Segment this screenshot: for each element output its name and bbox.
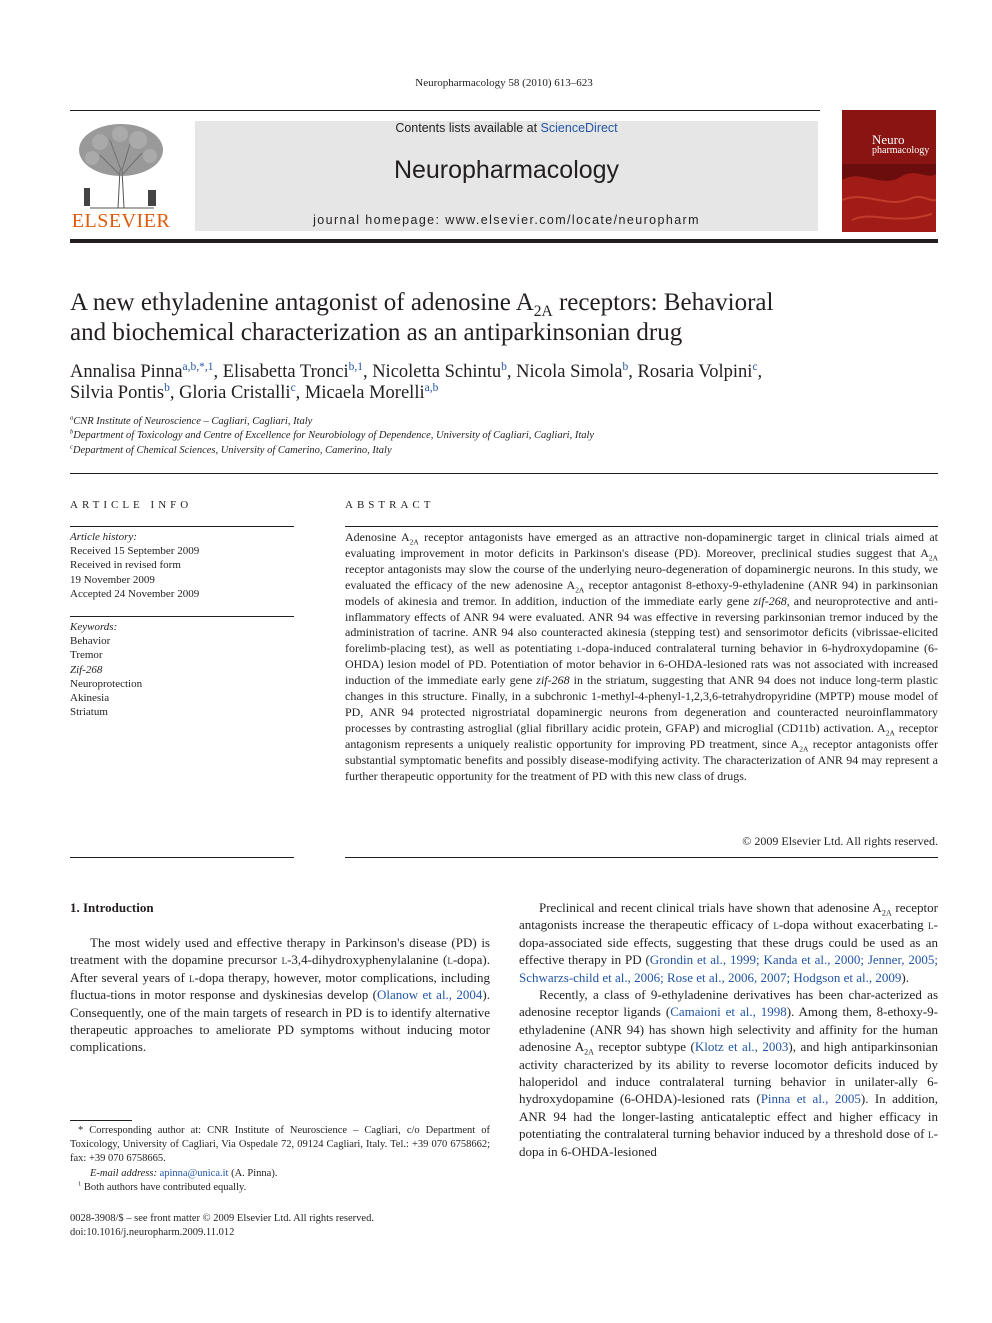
elsevier-logo[interactable]: [70, 120, 172, 232]
keywords: Keywords: Behavior Tremor Zif-268 Neuroprotection Akinesia Striatum: [70, 620, 294, 719]
citation-link[interactable]: Olanow et al., 2004: [376, 987, 483, 1003]
running-head: Neuropharmacology 58 (2010) 613–623: [415, 77, 593, 89]
author[interactable]: Elisabetta Tronci$^{b,1}$: [222, 360, 363, 382]
author-list: Annalisa Pinna$^{a,b,*,1}$, Elisabetta Tronci$^{b,1}$, Nicoletta Schintu$^b$, Nicola Simola$^b$, Rosaria Volpini$^c$, Silvia Pontis$^b$, Gloria Cristalli$^c$, Micaela Morelli$^{a,b}$: [70, 360, 763, 403]
author[interactable]: Micaela Morelli$^{a,b}$: [304, 381, 439, 403]
author[interactable]: Nicoletta Schintu$^b$: [372, 360, 507, 382]
author[interactable]: Gloria Cristalli$^c$: [179, 381, 296, 403]
intro-right-column: Preclinical and recent clinical trials have shown that adenosine $A_{2A}$ receptor antagonists increase the therapeutic efficacy of l-dopa without exacerbating l-dopa-associated side effects, suggesting that these drugs could be used as an effective therapy in PD (Grondin et al., 1999; Kanda et al., 2000; Jenner, 2005; Schwarzs-child et al., 2006; Rose et al., 2006, 2007; Hodgson et al., 2009). Recently, a class of 9-ethyladenine derivatives has been char-acterized as adenosine receptor ligands (Camaioni et al., 1998). Among them, 8-ethoxy-9-ethyladenine (ANR 94) has shown high selectivity and affinity for the human adenosine $A_{2A}$ receptor subtype (Klotz et al., 2003), and high antiparkinsonian activity characterized by its ability to reverse locomotor deficits induced by haloperidol and induce contralateral turning behavior in unilater-ally 6-hydroxydopamine (6-OHDA)-lesioned rats (Pinna et al., 2005). In addition, ANR 94 had the longer-lasting anticataleptic effect and higher efficacy in potentiating the contralateral turning behavior induced by a threshold dose of l-dopa in 6-OHDA-lesioned: [519, 900, 938, 1159]
author[interactable]: Annalisa Pinna$^{a,b,*,1}$: [70, 360, 214, 382]
contents-available: Contents lists available at ScienceDirect: [395, 121, 618, 135]
affiliations-rule: [70, 473, 938, 474]
issn-line: 0028-3908/$ – see front matter © 2009 Elsevier Ltd. All rights reserved.: [70, 1213, 374, 1224]
article-history: Article history: Received 15 September 2009 Received in revised form 19 November 2009 Accepted 24 November 2009: [70, 531, 200, 600]
abstract-rule: [345, 526, 938, 527]
keyword: Neuroprotection: [70, 677, 143, 690]
doi-line[interactable]: doi:10.1016/j.neuropharm.2009.11.012: [70, 1227, 235, 1238]
citation-link[interactable]: Grondin et al., 1999; Kanda et al., 2000; Jenner, 2005; Schwarzs-child et al., 2006; Rose et al., 2006, 2007; Hodgson et al., 2009: [519, 952, 938, 985]
copyright-notice: © 2009 Elsevier Ltd. All rights reserved.: [742, 834, 938, 848]
affiliation: $^b$Department of Toxicology and Centre of Excellence for Neurobiology of Dependence, University of Cagliari, Cagliari, Italy: [70, 428, 595, 441]
journal-title: Neuropharmacology: [393, 156, 620, 184]
abstract-heading: ABSTRACT: [345, 499, 435, 511]
author[interactable]: Nicola Simola$^b$: [516, 360, 629, 382]
keyword: Tremor: [70, 649, 103, 662]
keyword: Zif-268: [70, 663, 103, 676]
header-thick-rule: [70, 239, 938, 243]
author[interactable]: Silvia Pontis$^b$: [70, 381, 170, 403]
cover-title-2: pharmacology: [872, 145, 930, 156]
author[interactable]: Rosaria Volpini$^c$: [637, 360, 758, 382]
article-info-rule: [70, 526, 294, 527]
citation-link[interactable]: Camaioni et al., 1998: [670, 1004, 787, 1020]
keyword: Striatum: [70, 706, 108, 719]
section-heading: 1. Introduction: [70, 900, 154, 915]
publisher-name: ELSEVIER: [71, 210, 171, 232]
cover-title-1: Neuro: [872, 132, 905, 147]
footnote-rule: [70, 1120, 132, 1121]
affiliation: $^a$CNR Institute of Neuroscience – Cagliari, Cagliari, Italy: [70, 414, 313, 427]
keywords-rule: [70, 616, 294, 617]
cover-image-icon: [842, 110, 936, 232]
keyword: Akinesia: [70, 692, 110, 705]
abstract-text: Adenosine $A_{2A}$ receptor antagonists have emerged as an attractive non-dopaminergic target in clinical trials aimed at evaluating improvement in motor deficits in Parkinson's disease (PD). Moreover, preclinical studies suggest that $A_{2A}$ receptor antagonists may slow the course of the underlying neuro-degeneration of dopaminergic neurons. In this study, we evaluated the efficacy of the new adenosine $A_{2A}$ receptor antagonist 8-ethoxy-9-ethyladenine (ANR 94) in parkinsonian models of akinesia and tremor. In addition, induction of the immediate early gene zif-268, and neuroprotective and anti-inflammatory effects of ANR 94 were evaluated. ANR 94 was effective in reversing parkinsonian tremor induced by the administration of tacrine. ANR 94 also counteracted akinesia (stepping test) and sensorimotor deficits (vibrissae-elicited forelimb-placing test), as well as potentiating l-dopa-induced contralateral turning behavior in 6-hydroxydopamine (6-OHDA) lesion model of PD. Potentiation of motor behavior in 6-OHDA-lesioned rats was not associated with increased induction of the immediate early gene zif-268 in the striatum, suggesting that ANR 94 does not induce long-term plastic changes in this structure. Finally, in a subchronic 1-methyl-4-phenyl-1,2,3,6-tetrahydropyridine (MPTP) mouse model of PD, ANR 94 protected nigrostriatal dopaminergic neurons from degeneration and counteracted neuroinflammatory processes by contrasting astroglial (glial fibrillary acidic protein, GFAP) and microglial (CD11b) activation. $A_{2A}$ receptor antagonism represents a uniquely realistic opportunity for improving PD treatment, since $A_{2A}$ receptor antagonists offer substantial symptomatic benefits and possibly disease-modifying activity. The characterization of ANR 94 may represent a further therapeutic opportunity for the treatment of PD with this new class of drugs.: [345, 530, 939, 783]
article-info-bottom-rule: [70, 857, 294, 858]
intro-left-column: The most widely used and effective therapy in Parkinson's disease (PD) is treatment with the dopamine precursor l-3,4-dihydroxyphenylalanine (l-dopa). After several years of l-dopa therapy, however, motor complications, including fluctua-tions in motor response and dyskinesias develop (Olanow et al., 2004). Consequently, one of the main targets of research in PD is to identify alternative therapeutic approaches to ameliorate PD symptoms without inducing motor complications.: [70, 935, 491, 1055]
abstract-bottom-rule: [345, 857, 938, 858]
email-link[interactable]: apinna@unica.it: [159, 1167, 229, 1179]
citation-link[interactable]: Pinna et al., 2005: [760, 1091, 861, 1107]
citation-link[interactable]: Klotz et al., 2003: [694, 1039, 789, 1055]
article-title: A new ethyladenine antagonist of adenosine $A_{2A}$ receptors: Behavioral and biochemical characterization as an antiparkinsonian drug: [70, 289, 774, 346]
journal-homepage[interactable]: journal homepage: www.elsevier.com/locate/neuropharm: [313, 213, 700, 227]
affiliation: $^c$Department of Chemical Sciences, University of Camerino, Camerino, Italy: [70, 443, 392, 456]
article-info-heading: ARTICLE INFO: [70, 499, 193, 511]
keyword: Behavior: [70, 635, 111, 648]
journal-cover[interactable]: [842, 110, 936, 232]
footnotes: * Corresponding author at: CNR Institute of Neuroscience – Cagliari, c/o Department of Toxicology, University of Cagliari, Via Ospedale 72, 09124 Cagliari, Italy. Tel.: +39 070 6758662; fax: +39 070 6758665. E-mail address: apinna@unica.it (A. Pinna). $^1$ Both authors have contributed equally.: [70, 1125, 490, 1193]
sciencedirect-link[interactable]: ScienceDirect: [540, 121, 618, 135]
elsevier-tree-icon: [70, 120, 172, 212]
header-top-rule: [70, 110, 820, 111]
